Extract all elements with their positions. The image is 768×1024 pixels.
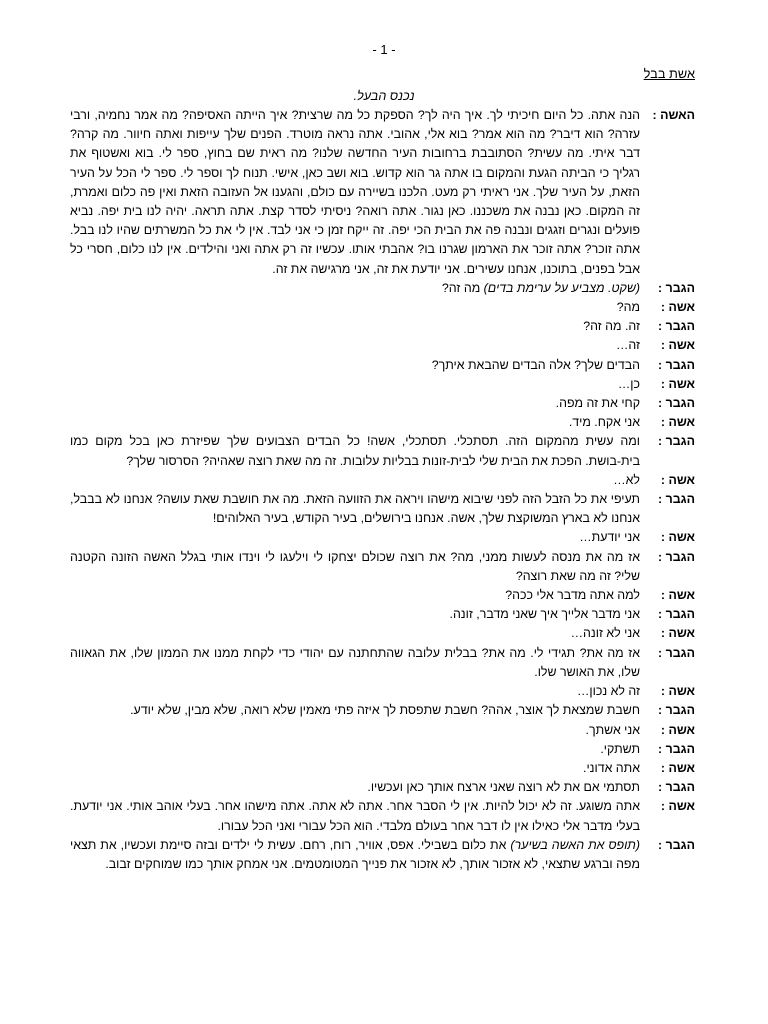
dialogue-line	[70, 394, 695, 413]
dialogue-text	[70, 317, 640, 336]
dialogue-line	[70, 375, 695, 394]
opening-stage-direction: נכנס הבעל.	[353, 89, 415, 103]
spoken-text: אני לא זונה…	[570, 626, 640, 641]
speaker-label: אשה :	[660, 300, 695, 315]
dialogue-text	[70, 605, 640, 624]
speaker-label: הגבר :	[658, 549, 695, 564]
spoken-text: הנה אתה. כל היום חיכיתי לך. איך היה לך? הספקת כל מה שרצית? איך הייתה האסיפה? מה אמר נחמיה, ורבי עזרה? הוא דיבר? מה הוא אמר? בוא אלי, אהובי. אתה נראה מוטרד. הפנים שלך עייפות ואתה חיוור. מה קרה? דבר איתי. מה עשית? הסתובבת ברחובות העיר החדשה שלנו? מה ראית שם בחוץ, ספר לי. בוא ואשטוף את רגליך כי הביתה הגעת והמקום בו אתה גר הוא קדוש. בוא ושב כאן, אישי. תנוח לך וספר לי. ספר לי הכל על העיר הזאת, על העיר שלך. אני ראיתי רק מעט. הלכנו בשיירה עם כולם, והגענו אל העזובה הזאת ואין פה כלום ואמרת, זה המקום. כאן נבנה את משכננו. כאן נגור. אתה רואה? ניסיתי לסדר קצת. אתה תראה. יהיה לנו בית יפה. נביא פועלים ונגרים וזגגים ונבנה פה את הבית הכי יפה. זה ייקח זמן כי אני לבד. אין לי את כל המשרתים שהיו לנו בבל. אתה זוכר? אתה זוכר את הארמון שגרנו בו? אהבתי אותו. עכשיו זה רק אתה ואני והילדים. אין לנו כלום, חסרי כל אבל בפנים, בתוכנו, אנחנו עשירים. אני יודעת את זה, אני מרגישה את זה.	[70, 108, 640, 276]
spoken-text: לא…	[613, 472, 640, 487]
speaker-label: אשה :	[660, 472, 695, 487]
speaker-label: אשה :	[660, 338, 695, 353]
dialogue-line	[70, 797, 695, 835]
dialogue-line	[70, 490, 695, 528]
dialogue-line	[70, 336, 695, 355]
stage-direction: (שקט. מצביע על ערימת בדים)	[483, 280, 640, 295]
speaker-label: הגבר :	[658, 357, 695, 372]
dialogue-text	[70, 586, 640, 605]
speaker-label: אשה :	[660, 684, 695, 699]
spoken-text: זה…	[615, 338, 640, 353]
dialogue-line	[70, 682, 695, 701]
dialogue-text	[70, 356, 640, 375]
dialogue-text	[70, 279, 640, 298]
dialogue-text	[70, 528, 640, 547]
speaker-label: אשה :	[660, 530, 695, 545]
dialogue-text	[70, 759, 640, 778]
spoken-text: זה לא נכון…	[577, 684, 640, 699]
spoken-text: אז מה את מנסה לעשות ממני, מה? את רוצה שכולם יצחקו לי וילעגו לי וינדו אותי בגלל האשה הזונה הקטנה שלי? זה מה שאת רוצה?	[70, 549, 640, 583]
dialogue-line	[70, 413, 695, 432]
dialogue-line	[70, 528, 695, 547]
spoken-text: את כלום בשבילי. אפס, אוויר, רוח, רחם. עשית לי ילדים ובזה סיימת ועכשיו, את תצאי מפה וברגע שתצאי, לא אזכור אותך, לא אזכור את פנייך המטומטמים. אני אמחק אותך כמו שמוחקים זבוב.	[70, 837, 640, 871]
speaker-label: אשה :	[660, 722, 695, 737]
dialogue-line	[70, 298, 695, 317]
speaker-label: הגבר :	[658, 607, 695, 622]
speaker-label: אשה :	[660, 799, 695, 814]
spoken-text: אני אשתך.	[585, 722, 640, 737]
speaker-label: הגבר :	[658, 780, 695, 795]
dialogue-line	[70, 740, 695, 759]
spoken-text: זה. מה זה?	[583, 319, 640, 334]
speaker-label: אשה :	[660, 760, 695, 775]
speaker-label: הגבר :	[658, 319, 695, 334]
dialogue-line	[70, 778, 695, 797]
speaker-label: אשה :	[660, 415, 695, 430]
spoken-text: מה?	[616, 300, 640, 315]
dialogue-text	[70, 740, 640, 759]
spoken-text: קחי את זה מפה.	[555, 396, 640, 411]
dialogue-text	[70, 624, 640, 643]
speaker-label: אשה :	[660, 376, 695, 391]
dialogue-line	[70, 624, 695, 643]
speaker-label: אשה :	[660, 588, 695, 603]
dialogue-text	[70, 721, 640, 740]
spoken-text: תעיפי את כל הזבל הזה לפני שיבוא מישהו ויראה את הזוועה הזאת. מה את חושבת שאת עושה? אנחנו לא בבבל, אנחנו לא בארץ המשוקצת שלך, אשה. אנחנו בירושלים, בעיר הקודש, בעיר האלוהים!	[70, 492, 640, 526]
speaker-label: הגבר :	[658, 703, 695, 718]
dialogue-line	[70, 106, 695, 279]
dialogue-line	[70, 701, 695, 720]
dialogue-line	[70, 432, 695, 470]
dialogue-text	[70, 548, 640, 586]
dialogue-text	[70, 394, 640, 413]
spoken-text: חשבת שמצאת לך אוצר, אהה? חשבת שתפסת לך איזה פתי מאמין שלא רואה, שלא מבין, שלא יודע.	[130, 703, 640, 718]
dialogue-text	[70, 298, 640, 317]
script-body	[70, 106, 695, 874]
dialogue-line	[70, 644, 695, 682]
dialogue-text	[70, 644, 640, 682]
speaker-label: הגבר :	[658, 741, 695, 756]
spoken-text: הבדים שלך? אלה הבדים שהבאת איתך?	[431, 357, 640, 372]
dialogue-line	[70, 279, 695, 298]
dialogue-line	[70, 356, 695, 375]
dialogue-text	[70, 432, 640, 470]
dialogue-line	[70, 605, 695, 624]
spoken-text: אתה משוגע. זה לא יכול להיות. אין לי הסבר אחר. אתה לא אתה. אתה מישהו אחר. בעלי אוהב אותי. אני יודעת. בעלי מדבר אלי כאילו אין לו דבר אחר בעולם מלבדי. הוא הכל עבורי ואני הכל עבורו.	[70, 799, 640, 833]
spoken-text: אני אקח. מיד.	[568, 415, 640, 430]
dialogue-line	[70, 586, 695, 605]
spoken-text: תסתמי אם את לא רוצה שאני ארצח אותך כאן ועכשיו.	[367, 780, 640, 795]
spoken-text: תשתקי.	[600, 741, 640, 756]
speaker-label: הגבר :	[658, 492, 695, 507]
speaker-label: הגבר :	[658, 837, 695, 852]
spoken-text: ומה עשית מהמקום הזה. תסתכלי. תסתכלי, אשה! כל הבדים הצבועים שלך שפיזרת כאן בכל מקום כמו בית-בושת. הפכת את הבית שלי לבית-זונות בבליות עלובות. זה מה שאת רוצה שאהיה? הסרסור שלך?	[70, 434, 640, 468]
dialogue-text	[70, 336, 640, 355]
spoken-text: כן…	[617, 376, 640, 391]
dialogue-line	[70, 721, 695, 740]
dialogue-line	[70, 836, 695, 874]
speaker-label: הגבר :	[658, 434, 695, 449]
dialogue-line	[70, 471, 695, 490]
speaker-label: אשה :	[660, 626, 695, 641]
spoken-text: אני יודעת…	[579, 530, 640, 545]
dialogue-line	[70, 548, 695, 586]
dialogue-text	[70, 106, 640, 279]
dialogue-text	[70, 797, 640, 835]
dialogue-text	[70, 490, 640, 528]
spoken-text: למה אתה מדבר אלי ככה?	[505, 588, 640, 603]
stage-direction: (תופס את האשה בשיער)	[510, 837, 640, 852]
spoken-text: מה זה?	[441, 280, 484, 295]
dialogue-text	[70, 778, 640, 797]
dialogue-text	[70, 682, 640, 701]
dialogue-line	[70, 317, 695, 336]
spoken-text: אני מדבר אלייך איך שאני מדבר, זונה.	[449, 607, 640, 622]
speaker-label: הגבר :	[658, 280, 695, 295]
dialogue-text	[70, 701, 640, 720]
document-title: אשת בבל	[643, 66, 695, 81]
dialogue-text	[70, 375, 640, 394]
speaker-label: הגבר :	[658, 396, 695, 411]
dialogue-text	[70, 413, 640, 432]
speaker-label: הגבר :	[658, 645, 695, 660]
spoken-text: אתה אדוני.	[583, 760, 640, 775]
speaker-label: האשה :	[652, 108, 695, 122]
dialogue-line	[70, 759, 695, 778]
dialogue-text	[70, 836, 640, 874]
page-number: - 1 -	[372, 42, 396, 57]
dialogue-text	[70, 471, 640, 490]
spoken-text: אז מה את? תגידי לי. מה את? בבלית עלובה שהתחתנה עם יהודי כדי לקחת ממנו את הממון שלו, את הגאווה שלו, את האושר שלו.	[70, 645, 640, 679]
